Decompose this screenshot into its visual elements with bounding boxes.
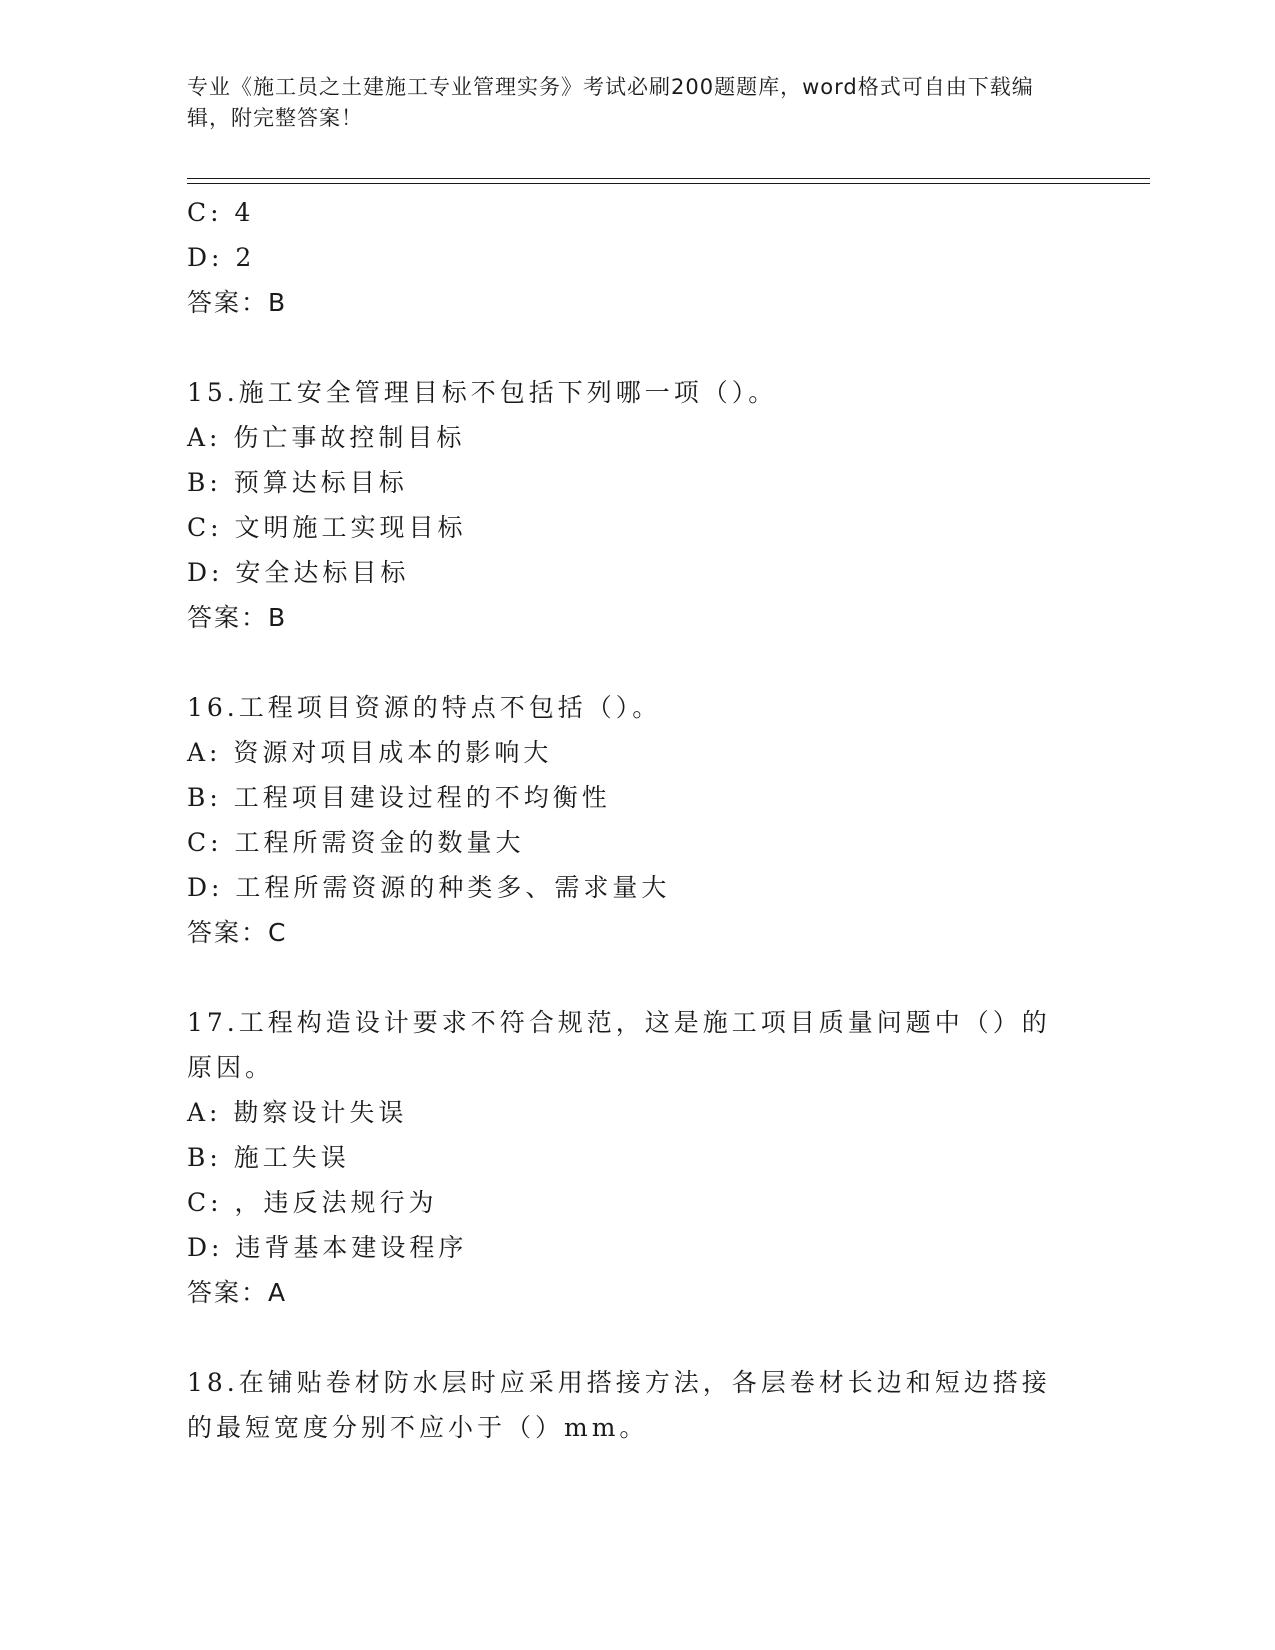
answer-line: 答案：B	[187, 603, 288, 632]
option-d: D: 安全达标目标	[187, 558, 410, 587]
question-stem: 16.工程项目资源的特点不包括（）。	[187, 693, 662, 722]
header-rule-top	[187, 178, 1150, 179]
option-a: A: 勘察设计失误	[187, 1098, 408, 1127]
question-stem: 17.工程构造设计要求不符合规范，这是施工项目质量问题中（）的原因。	[187, 1008, 1051, 1082]
spacer	[187, 1315, 1087, 1360]
header-rule-bottom	[187, 183, 1150, 184]
question-block	[187, 1000, 1087, 1315]
question-stem: 18.在铺贴卷材防水层时应采用搭接方法，各层卷材长边和短边搭接的最短宽度分别不应小于（）mm。	[187, 1368, 1051, 1442]
option-a: A: 伤亡事故控制目标	[187, 423, 466, 452]
answer-line: 答案：C	[187, 918, 288, 947]
question-block	[187, 370, 1087, 640]
option-b: B: 预算达标目标	[187, 468, 408, 497]
option-b: B: 工程项目建设过程的不均衡性	[187, 783, 611, 812]
option-d: D: 2	[187, 243, 256, 272]
question-block	[187, 685, 1087, 955]
option-c: C: 4	[187, 198, 255, 227]
question-block	[187, 190, 1087, 325]
document-header: 专业《施工员之土建施工专业管理实务》考试必刷200题题库，word格式可自由下载编辑，附完整答案！	[187, 75, 1034, 130]
answer-line: 答案：A	[187, 1278, 288, 1307]
answer-line: 答案：B	[187, 288, 288, 317]
option-a: A: 资源对项目成本的影响大	[187, 738, 553, 767]
spacer	[187, 325, 1087, 370]
option-d: D: 违背基本建设程序	[187, 1233, 468, 1262]
option-c: C: ，违反法规行为	[187, 1188, 438, 1217]
option-c: C: 文明施工实现目标	[187, 513, 467, 542]
spacer	[187, 640, 1087, 685]
question-block	[187, 1360, 1087, 1450]
question-content	[187, 190, 1087, 1450]
option-b: B: 施工失误	[187, 1143, 350, 1172]
option-d: D: 工程所需资源的种类多、需求量大	[187, 873, 671, 902]
question-stem: 15.施工安全管理目标不包括下列哪一项（）。	[187, 378, 778, 407]
option-c: C: 工程所需资金的数量大	[187, 828, 525, 857]
spacer	[187, 955, 1087, 1000]
